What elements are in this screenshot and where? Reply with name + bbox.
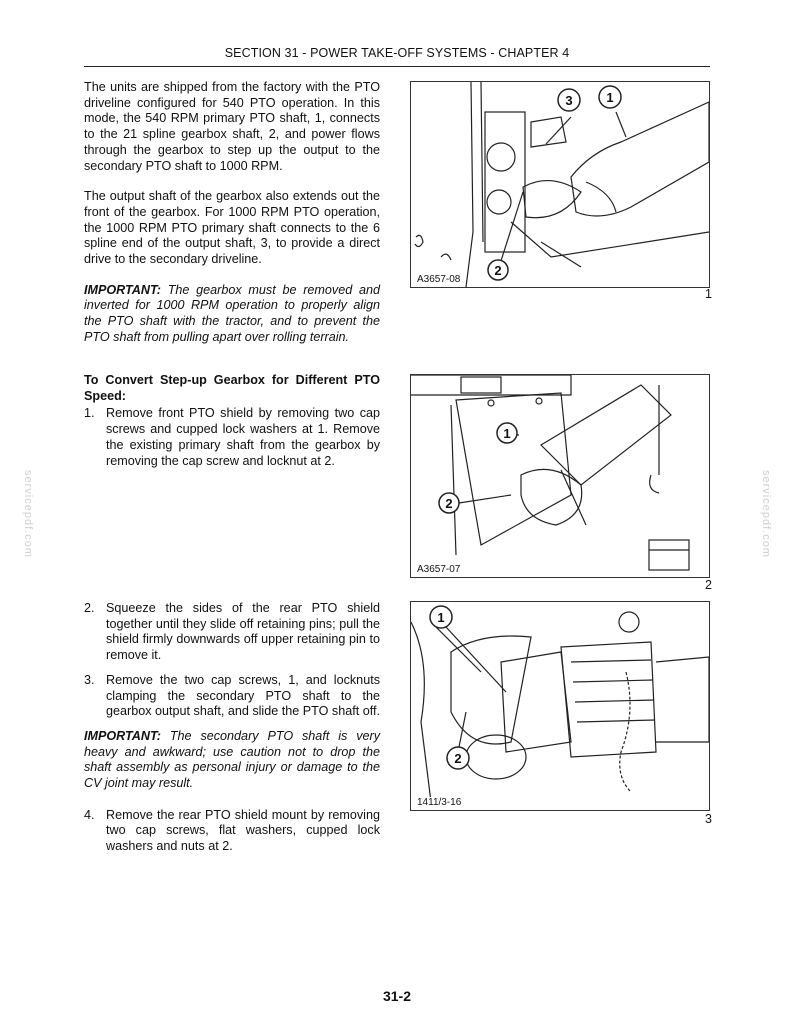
procedure-block (84, 373, 380, 469)
figure-1-illustration (411, 82, 709, 287)
watermark-right: servicepdf.com (760, 470, 772, 558)
figure-2-illustration (411, 375, 709, 577)
step-number: 1. (84, 406, 95, 421)
callout-1: 1 (503, 426, 511, 441)
header-rule (84, 66, 710, 67)
important-label-1: IMPORTANT: (84, 282, 161, 297)
step-text: Remove the two cap screws, 1, and locknuts clamping the secondary PTO shaft to the gearbox output shaft, and slide the PTO shaft off. (106, 672, 380, 719)
figure-number-3: 3 (705, 812, 712, 826)
figure-3-illustration (411, 602, 709, 810)
important-note-2 (84, 729, 380, 792)
figure-reference: A3657-07 (417, 564, 461, 575)
figure-reference: A3657-08 (417, 274, 461, 285)
important-text-2: The secondary PTO shaft is very heavy and awkward; use caution not to drop the shaft assembly as personal injury or damage to the CV joint may result. (84, 728, 380, 791)
figure-3-rear-shaft (410, 601, 710, 811)
watermark-left: servicepdf.com (22, 470, 34, 558)
step-3 (84, 673, 380, 720)
callout-1: 1 (606, 90, 614, 105)
intro-paragraph-1: The units are shipped from the factory with the PTO driveline configured for 540 PTO operation. In this mode, the 540 RPM primary PTO shaft, 1, connects to the 21 spline gearbox shaft, 2, and power flows through the gearbox to step up the output to the secondary PTO shaft to 1000 RPM. (84, 80, 380, 173)
important-note-1 (84, 283, 380, 346)
step-1 (84, 406, 380, 469)
step-number: 4. (84, 807, 95, 822)
figure-2-front-shield (410, 374, 710, 578)
important-label-2: IMPORTANT: (84, 728, 161, 743)
intro-text-block (84, 80, 380, 346)
intro-paragraph-2: The output shaft of the gearbox also extends out the front of the gearbox. For 1000 RPM PTO operation, the 1000 RPM PTO primary shaft connects to the 6 spline end of the output shaft, 3, to provide a direct drive to the secondary driveline. (84, 189, 380, 267)
callout-2: 2 (445, 496, 453, 511)
figure-number-1: 1 (705, 287, 712, 301)
important-text-1: The gearbox must be removed and inverted for 1000 RPM operation to properly align the PTO shaft with the tractor, and to prevent the PTO shaft from pulling apart over rolling terrain. (84, 282, 380, 344)
step-4 (84, 808, 380, 855)
callout-1: 1 (437, 610, 445, 625)
step-text: Remove front PTO shield by removing two cap screws and cupped lock washers at 1. Remove the existing primary shaft from the gearbox by removing the cap screw and locknut at 2. (106, 406, 380, 468)
callout-2: 2 (494, 263, 502, 278)
page-number: 31-2 (382, 988, 412, 1004)
step-2 (84, 601, 380, 664)
step-number: 3. (84, 672, 95, 687)
step-text: Squeeze the sides of the rear PTO shield together until they slide off retaining pins; pull the shield firmly downwards off upper retaining pin to remove it. (106, 601, 380, 663)
procedure-heading: To Convert Step-up Gearbox for Different PTO Speed: (84, 373, 380, 403)
figure-reference: 1411/3-16 (417, 797, 462, 808)
callout-3: 3 (565, 93, 573, 108)
procedure-block-2 (84, 601, 380, 855)
section-header: SECTION 31 - POWER TAKE-OFF SYSTEMS - CHAPTER 4 (224, 46, 570, 60)
figure-number-2: 2 (705, 578, 712, 592)
figure-1-gearbox-front (410, 81, 710, 288)
step-text: Remove the rear PTO shield mount by removing two cap screws, flat washers, cupped lock washers and nuts at 2. (106, 807, 380, 854)
step-number: 2. (84, 601, 95, 615)
callout-2: 2 (454, 751, 462, 766)
